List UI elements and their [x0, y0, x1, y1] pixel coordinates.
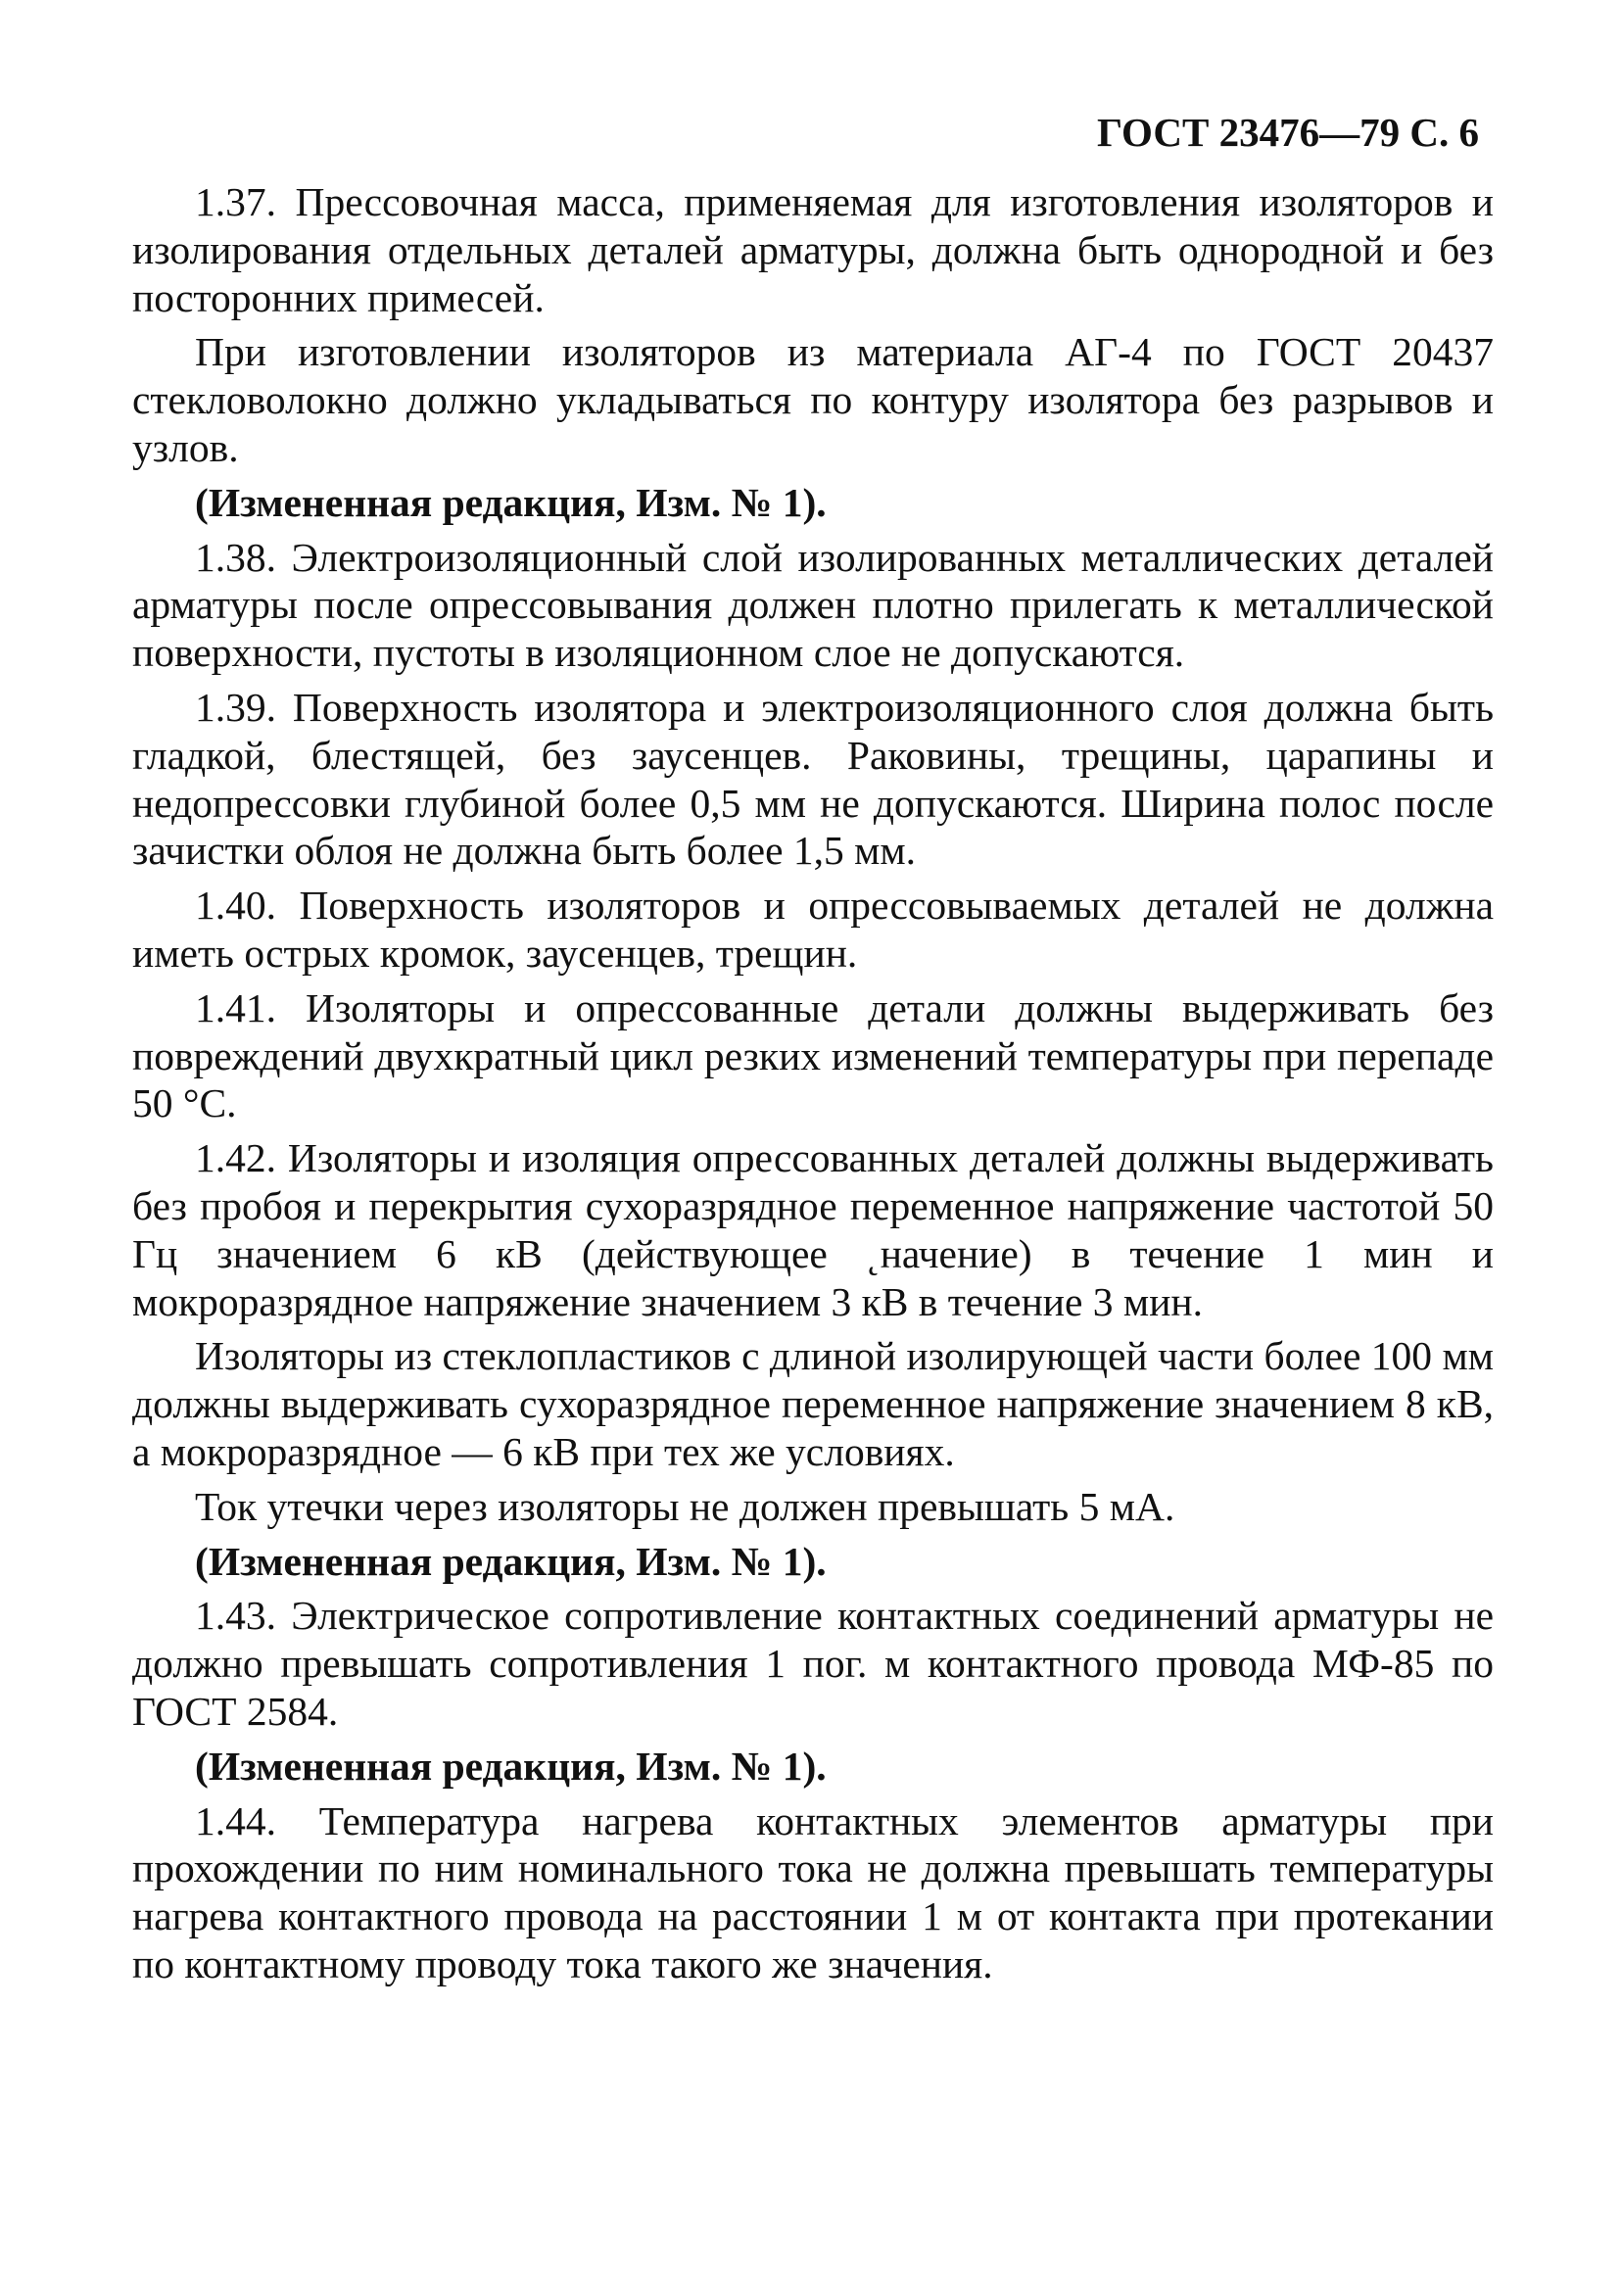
- amendment-note: (Измененная редакция, Изм. № 1).: [195, 1743, 827, 1789]
- paragraph-1-42-leakage: Ток утечки через изоляторы не должен превышать 5 мА.: [195, 1483, 1175, 1529]
- paragraph-1-40: 1.40. Поверхность изоляторов и опрессовываемых деталей не должна иметь острых кромок, заусенцев, трещин.: [132, 883, 1494, 976]
- paragraph-1-39: 1.39. Поверхность изолятора и электроизоляционного слоя должна быть гладкой, блестящей, без заусенцев. Раковины, трещины, царапины и недопрессовки глубиной более 0,5 мм не допускаются. Ширина полос после зачистки облоя не должна быть более 1,5 мм.: [132, 684, 1494, 874]
- paragraph-1-42-fiberglass: Изоляторы из стеклопластиков с длиной изолирующей части более 100 мм должны выдерживать сухоразрядное переменное напряжение значением 8 кВ, а мокроразрядное — 6 кВ при тех же условиях.: [132, 1333, 1494, 1474]
- paragraph-1-37: 1.37. Прессовочная масса, применяемая для изготовления изоляторов и изолирования отдельных деталей арматуры, должна быть однородной и без посторонних примесей.: [132, 179, 1494, 320]
- page-header: ГОСТ 23476—79 С. 6: [1096, 110, 1479, 155]
- paragraph-1-43: 1.43. Электрическое сопротивление контактных соединений арматуры не должно превышать сопротивления 1 пог. м контактного провода МФ-85 по ГОСТ 2584.: [132, 1593, 1494, 1734]
- paragraph-1-38: 1.38. Электроизоляционный слой изолированных металлических деталей арматуры после опрессовывания должен плотно прилегать к металлической поверхности, пустоты в изоляционном слое не допускаются.: [132, 534, 1494, 676]
- document-body: [132, 178, 1494, 1988]
- paragraph-1-42: 1.42. Изоляторы и изоляция опрессованных деталей должны выдерживать без пробоя и перекрытия сухоразрядное переменное напряжение частотой 50 Гц значением 6 кВ (действующее ˛начение) в течение 1 мин и мокроразрядное напряжение значением 3 кВ в течение 3 мин.: [132, 1135, 1494, 1324]
- paragraph-1-41: 1.41. Изоляторы и опрессованные детали должны выдерживать без повреждений двухкратный цикл резких изменений температуры при перепаде 50 °С.: [132, 984, 1494, 1126]
- amendment-note: (Измененная редакция, Изм. № 1).: [195, 479, 827, 525]
- paragraph-1-44: 1.44. Температура нагрева контактных элементов арматуры при прохождении по ним номинального тока не должна превышать температуры нагрева контактного провода на расстоянии 1 м от контакта при протекании по контактному проводу тока такого же значения.: [132, 1797, 1494, 1986]
- amendment-note: (Измененная редакция, Изм. № 1).: [195, 1538, 827, 1584]
- document-page: [132, 108, 1494, 1995]
- paragraph-1-37-ag4: При изготовлении изоляторов из материала АГ-4 по ГОСТ 20437 стекловолокно должно укладываться по контуру изолятора без разрывов и узлов.: [132, 329, 1494, 470]
